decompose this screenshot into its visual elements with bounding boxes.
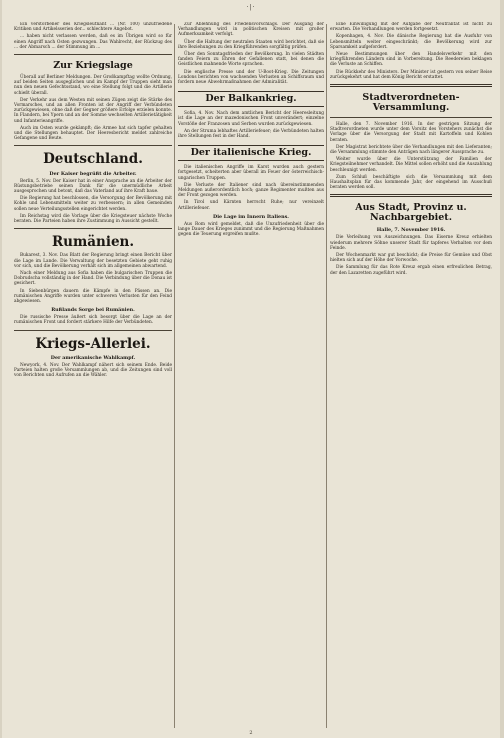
article-paragraph: Eine Einwilligung mit der Aufgabe der Neutralität ist nicht zu erwarten. Die Verhandlungen werden fortgesetzt. [330,22,492,33]
section-rule [14,228,172,229]
article-paragraph: Sofia, 4. Nov. Nach dem amtlichen Bericht der Heeresleitung ist die Lage an der mazedonischen Front unverändert; einzelne Vorstöße der Franzosen und Serben wurden zurückgewiesen. [178,111,324,127]
article-paragraph: Halle, den 7. November 1916. In der gestrigen Sitzung der Stadtverordneten wurde unter dem Vorsitz des Vorstehers zunächst die Vorlage über die Versorgung der Stadt mit Kartoffeln und Kohlen beraten. [330,121,492,143]
headline-box [178,91,324,107]
headline-kriegslage: Zur Kriegslage [53,60,133,72]
article-paragraph: Die Verleihung von Auszeichnungen. Das Eiserne Kreuz erhielten wiederum mehrere Söhne unserer Stadt für tapferes Verhalten vor dem Feinde. [330,235,492,251]
article-paragraph: Der Verkehr aus dem Westen mit seinen Zügen zeigt die Stärke des Vormarsches, und an allen Fronten ist der Angriff der Verbündeten zurückgewiesen, ohne daß der Gegner größere Erfolge erzielen konnte. In Flandern, bei Ypern und an der Somme wechselten Artillerietätigkeit und Infanterieangriffe. [14,97,172,124]
article-paragraph: Auch im Osten wurde gekämpft; die Armee hat sich tapfer gehalten und die Stellungen behauptet. Der Heeresbericht meldet zahlreiche Gefangene und Beute. [14,125,172,142]
article-paragraph: Überall auf Berliner Meldungen. Der Großkampftag wollte Ordnung, auf beiden Seiten ausgeglichen und im Kampf der Truppen sieht man nun den neuen Gefechtsstand, wo eine Stellung folgt und die Artillerie schießt überall. [14,74,172,96]
article-paragraph: Zum Schluß beschäftigte sich die Versammlung mit dem Haushaltsplan für das kommende Jahr, der eingehend im Ausschuß beraten werden soll. [330,174,492,191]
headline-deutschland: Deutschland. [43,151,143,168]
subheadline: Der Kaiser begrüßt die Arbeiter. [49,170,137,177]
dateline: Halle, 7. November 1916. [376,227,446,234]
column-rule-2 [326,24,327,728]
article-paragraph: Die Sammlung für das Rote Kreuz ergab einen erfreulichen Betrag, der den Lazaretten zugeführt wird. [330,265,492,276]
headline-balkankrieg: Der Balkankrieg. [205,93,297,105]
subheadline: Der amerikanische Wahlkampf. [50,354,136,361]
article-paragraph: Neue Bestimmungen über den Handelsverkehr mit den kriegführenden Ländern sind in Vorbereitung. Die Reedereien beklagen die Verluste an Schiffen. [330,52,492,68]
article-paragraph: Kopenhagen, 4. Nov. Die dänische Regierung hat die Ausfuhr von Lebensmitteln weiter eingeschränkt; die Bevölkerung wird zur Sparsamkeit aufgefordert. [330,34,492,50]
article-paragraph: Die Regierung hat beschlossen, die Versorgung der Bevölkerung mit Kohle und Lebensmitteln weiter zu verbessern; in allen Gemeinden sollen neue Verteilungsstellen eingerichtet werden. [14,196,172,212]
headline-rumaenien: Rumänien. [51,234,135,251]
article-paragraph: Der Magistrat berichtete über die Verhandlungen mit den Lieferanten; die Versammlung stimmte den Anträgen nach längerer Aussprache zu. [330,144,492,155]
section-rule [14,145,172,146]
headline-kriegs-allerlei: Kriegs-Allerlei. [35,335,151,352]
headline-stadtverordneten: Stadtverordneten-Versammlung. [362,92,460,113]
article-paragraph: Zur Ablehnung des Friedensvorschlags. Der Ausgang der Verhandlungen wird in politischen Kreisen mit großer Aufmerksamkeit verfolgt. [178,22,324,38]
section-rule [14,330,172,331]
article-paragraph: Die italienischen Angriffe im Karst wurden auch gestern fortgesetzt, scheiterten aber überall im Feuer der österreichisch-ungarischen Truppen. [178,165,324,181]
article-paragraph: Im Reichstag wird die Vorlage über die Kriegsteuer nächste Woche beraten. Die Parteien haben ihre Zustimmung in Aussicht gestellt. [14,213,172,225]
article-paragraph: Die Verluste der Italiener sind nach übereinstimmenden Meldungen außerordentlich hoch; ganze Regimenter mußten aus der Front gezogen werden. [178,182,324,199]
headline-italienischer-krieg: Der italienische Krieg. [190,147,312,159]
article-paragraph: Über die Haltung der neutralen Staaten wird berichtet, daß sie ihre Beziehungen zu den Kriegführenden sorgfältig prüfen. [178,39,324,50]
article-paragraph: In Siebenbürgen dauern die Kämpfe in den Pässen an. Die rumänischen Angriffe wurden unter schweren Verlusten für den Feind abgewiesen. [14,288,172,305]
article-paragraph: Über den Sonntagsfrieden der Bevölkerung. In vielen Städten fanden Feiern zu Ehren der Gefallenen statt, bei denen die Geistlichen mahnende Worte sprachen. [178,52,324,68]
article-paragraph: Newyork, 4. Nov. Der Wahlkampf nähert sich seinem Ende. Beide Parteien halten große Versammlungen ab, und die Zeitungen sind voll von Berichten und Aufrufen an die Wähler. [14,362,172,379]
article-paragraph: Die englische Presse und der U-Boot-Krieg. Die Zeitungen Londons berichten von wachsenden Verlusten an Schiffsraum und fordern neue Abwehrmaßnahmen der Admiralität. [178,69,324,86]
column-rule-1 [174,24,175,728]
section-rule [330,117,492,118]
headline-aus-stadt-provinz: Aus Stadt, Provinz u. Nachbargebiet. [355,202,467,224]
subheadline: Rußlands Sorge bei Rumänien. [51,307,135,314]
article-paragraph: In Tirol und Kärnten herrscht Ruhe; nur vereinzelt Artilleriefeuer. [178,200,324,211]
top-mark: ·|· [246,4,256,11]
newspaper-page [2,0,500,738]
section-rule [330,84,492,87]
article-paragraph: An der Struma lebhaftes Artilleriefeuer; die Verbündeten halten ihre Stellungen fest in der Hand. [178,128,324,140]
article-paragraph: Aus Rom wird gemeldet, daß die Unzufriedenheit über die lange Dauer des Krieges zunimmt und die Regierung Maßnahmen gegen die Teuerung ergreifen mußte. [178,221,324,238]
page-number: 2 [249,730,253,736]
subheadline: Die Lage im Innern Italiens. [213,213,289,220]
column-middle [178,22,324,732]
article-paragraph: ... haben nicht verlassen werden, daß es im Übrigen wird so für einen Angriff nach Osten gezwungen. Das Wahlrecht, der Rückzug des ... der Abmarsch ... der Stimmung im ... [14,34,172,50]
article-paragraph: Bukarest, 3. Nov. Das Blatt der Regierung bringt einen Bericht über die Lage im Lande. Die Verwaltung der besetzten Gebiete geht ruhig vor sich, und die Bevölkerung verhält sich im allgemeinen abwartend. [14,253,172,269]
column-left [14,22,172,732]
headline-box [178,145,324,161]
article-paragraph: Berlin, 5. Nov. Der Kaiser hat in einer Ansprache an die Arbeiter der Rüstungsbetriebe seinen Dank für die unermüdliche Arbeit ausgesprochen und betont, daß das Vaterland auf ihre Kraft baue. [14,178,172,194]
section-rule [330,194,492,197]
article-paragraph: Der Wochenmarkt war gut beschickt; die Preise für Gemüse und Obst hielten sich auf der Höhe der Vorwoche. [330,252,492,264]
article-paragraph: Nach einer Meldung aus Sofia haben die bulgarischen Truppen die Dobrudscha vollständig in der Hand. Die Verbindung über die Donau ist gesichert. [14,271,172,287]
article-paragraph: Ein verstorbener des Kriegsleutnant ... (Nr. 100) unzufriedene Kritiken und Artikelsserien der... schlechtere Angebot. [14,22,172,33]
column-right [330,22,492,732]
article-paragraph: Die russische Presse äußert sich besorgt über die Lage an der rumänischen Front und fordert stärkere Hilfe der Verbündeten. [14,315,172,326]
section-rule [14,54,172,55]
article-paragraph: Weiter wurde über die Unterstützung der Familien der Kriegsteilnehmer verhandelt. Die Mittel sollen erhöht und die Auszahlung beschleunigt werden. [330,157,492,173]
article-paragraph: Die Rückkehr des Ministers. Der Minister ist gestern von seiner Reise zurückgekehrt und hat dem König Bericht erstattet. [330,69,492,80]
